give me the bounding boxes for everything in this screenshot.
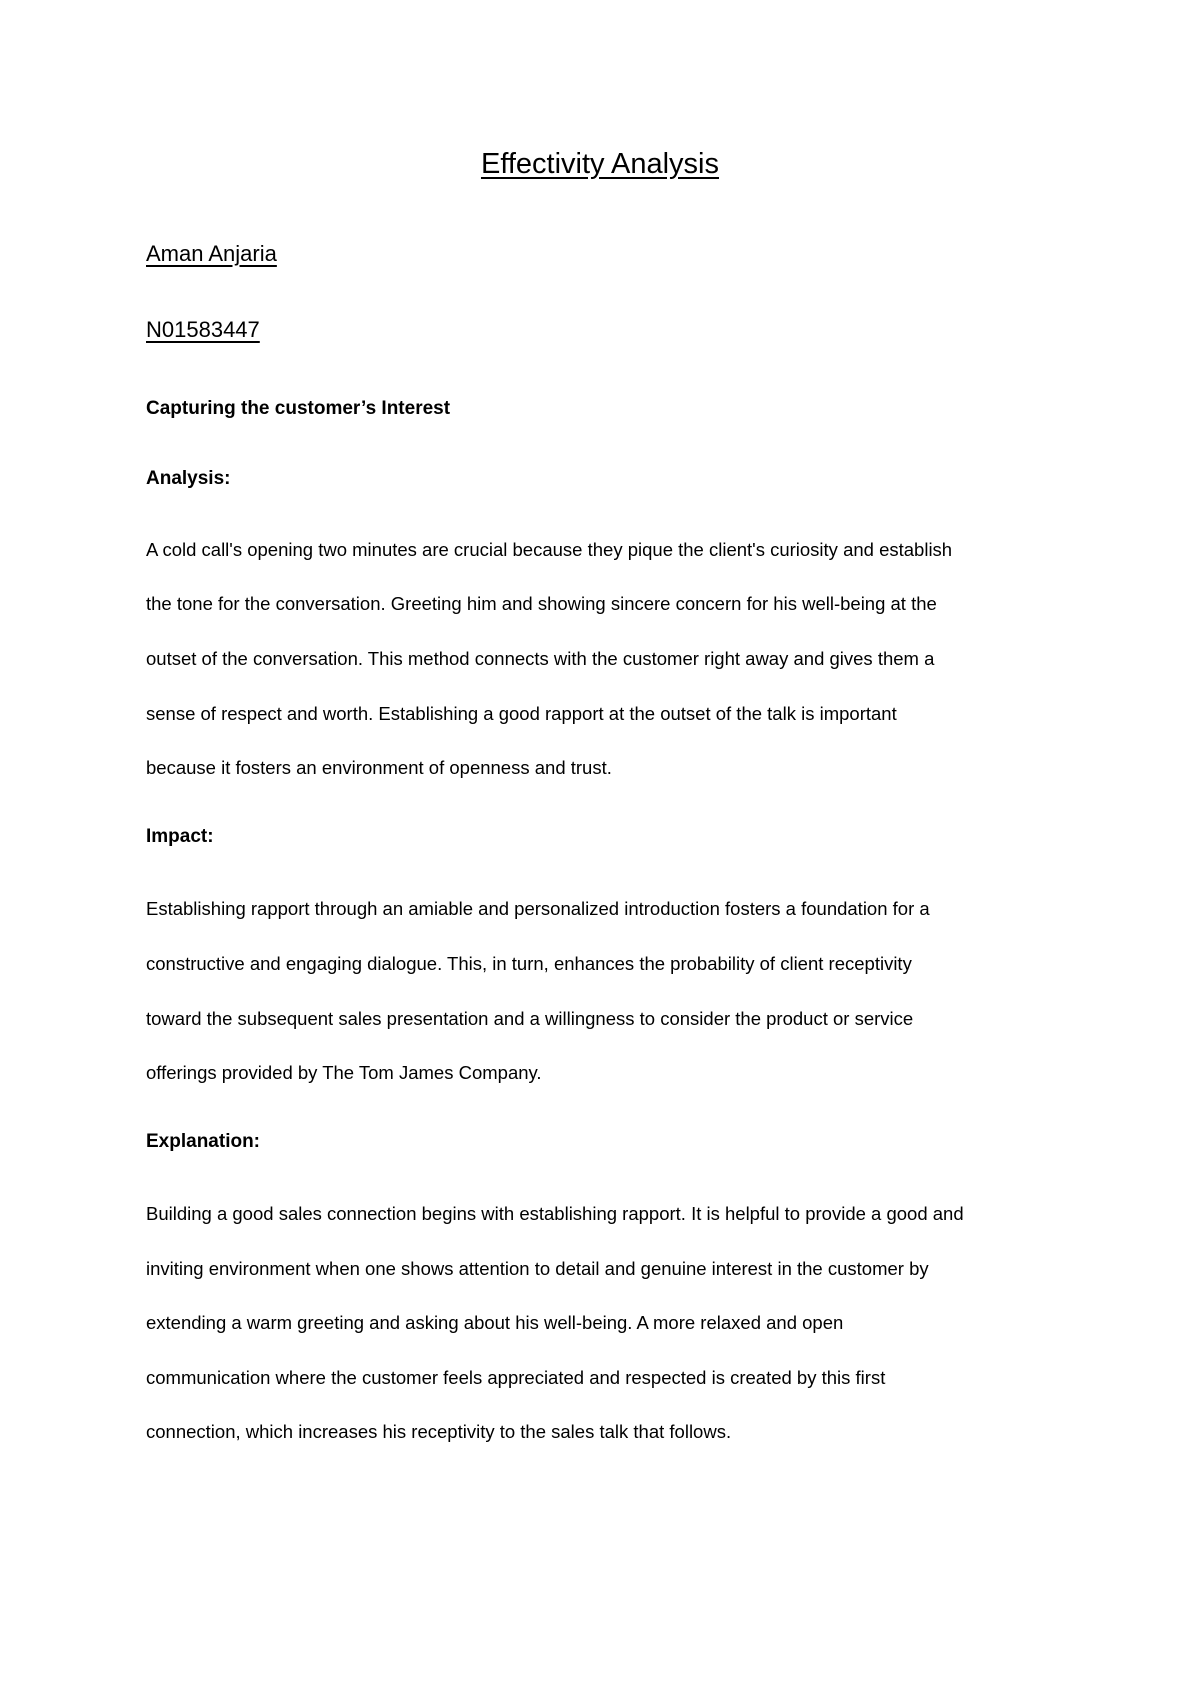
explanation-line: Building a good sales connection begins with establishing rapport. It is helpful to provide a good and: [146, 1203, 964, 1224]
analysis-heading: Analysis:: [146, 468, 231, 489]
analysis-line: the tone for the conversation. Greeting him and showing sincere concern for his well-being at the: [146, 593, 937, 614]
analysis-line: because it fosters an environment of openness and trust.: [146, 757, 612, 778]
author-name: Aman Anjaria: [146, 241, 277, 266]
analysis-line: A cold call's opening two minutes are crucial because they pique the client's curiosity and establish: [146, 539, 953, 560]
impact-line: toward the subsequent sales presentation and a willingness to consider the product or service: [146, 1008, 914, 1029]
analysis-line: sense of respect and worth. Establishing a good rapport at the outset of the talk is important: [146, 703, 897, 724]
student-id: N01583447: [146, 317, 260, 342]
impact-line: Establishing rapport through an amiable and personalized introduction fosters a foundation for a: [146, 898, 930, 919]
analysis-line: outset of the conversation. This method connects with the customer right away and gives them a: [146, 648, 935, 669]
explanation-line: extending a warm greeting and asking about his well-being. A more relaxed and open: [146, 1312, 844, 1333]
impact-line: offerings provided by The Tom James Company.: [146, 1062, 542, 1083]
explanation-line: inviting environment when one shows attention to detail and genuine interest in the customer by: [146, 1258, 929, 1279]
impact-line: constructive and engaging dialogue. This, in turn, enhances the probability of client receptivity: [146, 953, 912, 974]
section-title: Capturing the customer’s Interest: [146, 398, 451, 419]
explanation-heading: Explanation:: [146, 1131, 261, 1152]
impact-heading: Impact:: [146, 826, 214, 847]
document-title: Effectivity Analysis: [480, 148, 719, 180]
explanation-line: communication where the customer feels appreciated and respected is created by this first: [146, 1367, 886, 1388]
explanation-line: connection, which increases his receptivity to the sales talk that follows.: [146, 1421, 732, 1442]
